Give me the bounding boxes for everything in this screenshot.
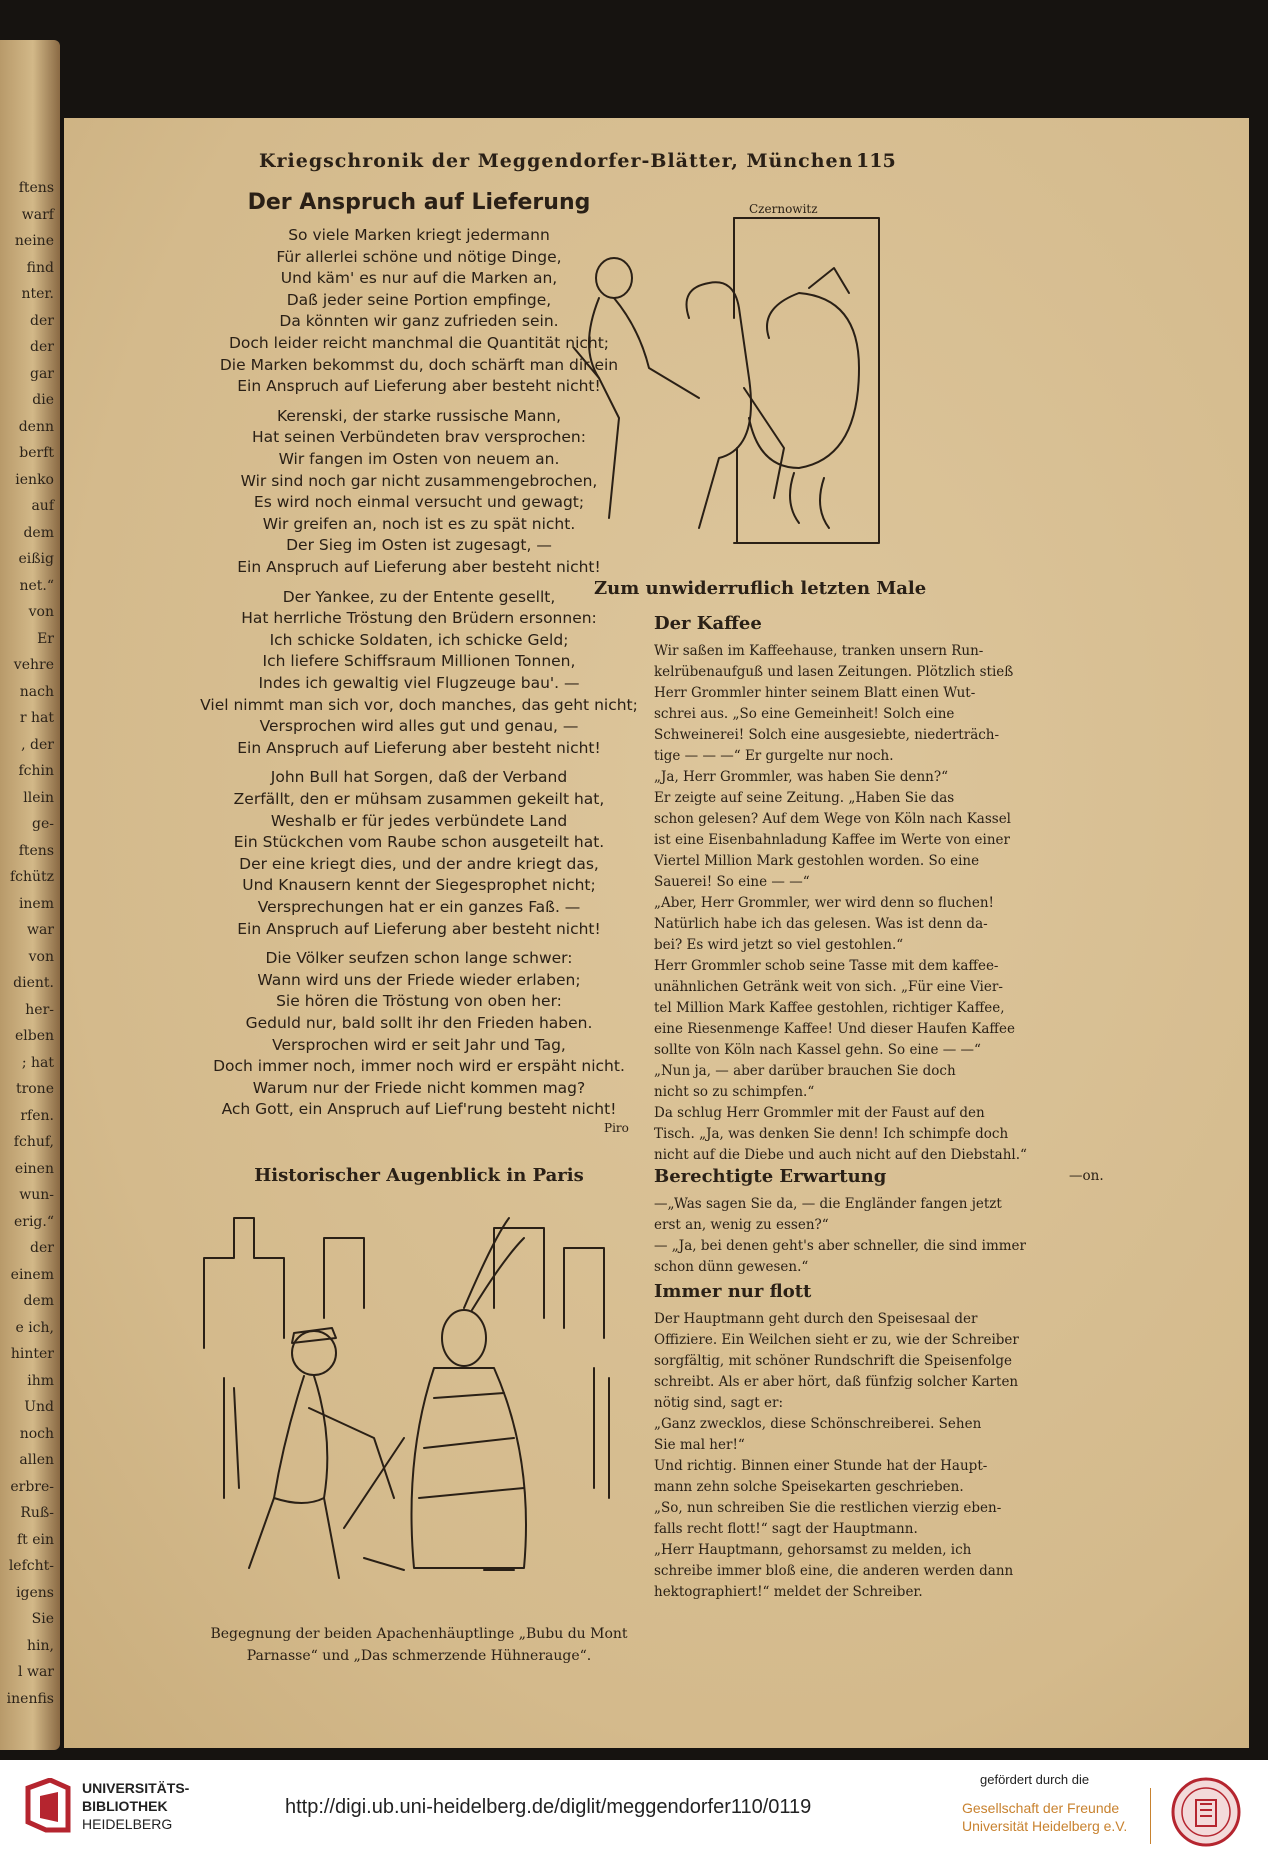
left-page-fragment: Und (24, 1399, 54, 1415)
article-line: sollte von Köln nach Kassel gehn. So eine — —“ (654, 1042, 981, 1058)
article-line: schon gelesen? Auf dem Wege von Köln nach Kassel (654, 811, 1011, 827)
left-page-fragment: wun- (19, 1187, 54, 1203)
article-line: schreibt. Als er aber hört, daß fünfzig solcher Karten (654, 1374, 1019, 1390)
left-page-fragment: find (26, 259, 54, 276)
left-page-fragment: hin, (27, 1637, 54, 1654)
left-page-fragment: nach (19, 683, 54, 700)
article-line: Herr Grommler schob seine Tasse mit dem kaffee- (654, 958, 999, 974)
poem-line: Warum nur der Friede nicht kommen mag? (252, 1078, 586, 1097)
poem-line: Kerenski, der starke russische Mann, (276, 406, 562, 425)
article-line: nicht auf die Diebe und auch nicht auf den Diebstahl.“ (654, 1147, 1027, 1163)
poem-line: Geduld nur, bald sollt ihr den Frieden haben. (245, 1014, 593, 1032)
article-line: ist eine Eisenbahnladung Kaffee im Werte von einer (654, 832, 1010, 848)
left-page-fragment: Er (37, 630, 54, 647)
poem-line: Versprechungen hat er ein ganzes Faß. — (257, 898, 581, 916)
article-line: unähnlichen Getränk weit von sich. „Für eine Vier- (654, 979, 1003, 995)
left-page-fragment: , der (21, 736, 54, 753)
article-line: Herr Grommler hinter seinem Blatt einen Wut- (654, 685, 976, 701)
article-line: „Ja, Herr Grommler, was haben Sie denn?“ (654, 769, 949, 785)
left-page-fragment: l war (18, 1664, 54, 1680)
article-line: hektographiert!“ meldet der Schreiber. (654, 1584, 923, 1600)
left-page-fragment: eißig (18, 551, 54, 567)
article-line: Offiziere. Ein Weilchen sieht er zu, wie der Schreiber (654, 1332, 1019, 1348)
article-line: eine Riesenmenge Kaffee! Und dieser Haufen Kaffee (654, 1021, 1015, 1037)
poem-line: Versprochen wird er seit Jahr und Tag, (272, 1035, 566, 1054)
article-line: Da schlug Herr Grommler mit der Faust auf den (654, 1105, 985, 1121)
article-line: Tisch. „Ja, was denken Sie denn! Ich schimpfe doch (654, 1126, 1009, 1142)
poem-line: Indes ich gewaltig viel Flugzeuge bau'. — (258, 674, 580, 692)
poem-line: Ich liefere Schiffsraum Millionen Tonnen, (262, 652, 576, 671)
article-line: „Herr Hauptmann, gehorsamst zu melden, ich (654, 1542, 972, 1558)
left-page-fragment: igens (16, 1584, 54, 1601)
left-page-fragment: inem (18, 895, 54, 912)
article-line: Sie mal her!“ (654, 1437, 745, 1453)
article-line: Wir saßen im Kaffeehause, tranken unsern Run- (654, 643, 984, 659)
article-line: Viertel Million Mark gestohlen worden. So eine (654, 853, 980, 869)
left-page-fragment: war (26, 922, 54, 938)
left-page-fragment: der (30, 1240, 54, 1256)
left-page-fragment: fchin (18, 763, 54, 779)
poem-author: Piro (604, 1121, 629, 1135)
left-page-fragment: r hat (19, 710, 54, 726)
poem-line: Ein Anspruch auf Lieferung aber besteht nicht! (237, 558, 601, 576)
poem-line: Es wird noch einmal versucht und gewagt; (253, 493, 585, 512)
left-page-fragment: von (28, 604, 54, 620)
left-page-fragment: vehre (13, 657, 54, 673)
permalink-url[interactable]: http://digi.ub.uni-heidelberg.de/diglit/meggendorfer110/0119 (285, 1796, 812, 1818)
article-line: „So, nun schreiben Sie die restlichen vierzig eben- (654, 1500, 1002, 1516)
cartoon-left-title: Historischer Augenblick in Paris (254, 1165, 584, 1186)
left-page-fragment: Sie (31, 1611, 54, 1627)
apache-chiefs-illustration (164, 1198, 664, 1618)
poem-line: Ein Anspruch auf Lieferung aber besteht nicht! (237, 919, 601, 938)
left-page-fragment: allen (19, 1452, 54, 1468)
left-page-fragment: der (30, 312, 54, 329)
left-page-fragment: auf (31, 498, 54, 514)
article-line: — „Ja, bei denen geht's aber schneller, die sind immer (654, 1238, 1026, 1254)
left-page-fragment: warf (21, 206, 54, 223)
sponsor-name-line2: Universität Heidelberg e.V. (962, 1818, 1128, 1834)
left-page-fragment: trone (15, 1081, 54, 1097)
poem-line: Ich schicke Soldaten, ich schicke Geld; (269, 630, 569, 649)
left-page-fragment: erig.“ (13, 1213, 54, 1230)
cartoon-left-caption-line1: Begegnung der beiden Apachenhäuptlinge „Bubu du Mont (210, 1626, 628, 1642)
library-name-line2: BIBLIOTHEK (82, 1798, 168, 1814)
article-line: Und richtig. Binnen einer Stunde hat der Haupt- (654, 1458, 988, 1474)
poem-title: Der Anspruch auf Lieferung (247, 190, 591, 215)
poem-line: Doch leider reicht manchmal die Quantität nicht; (228, 334, 610, 352)
left-neighbour-page (0, 40, 60, 1750)
article-line: schrei aus. „So eine Gemeinheit! Solch eine (654, 706, 955, 722)
article-line: nötig sind, sagt er: (654, 1395, 783, 1411)
poem-line: Ein Anspruch auf Lieferung aber besteht nicht! (237, 377, 601, 396)
door-kick-illustration (559, 198, 929, 568)
poem-line: Und käm' es nur auf die Marken an, (280, 269, 558, 288)
cartoon-left-caption-line2: Parnasse“ und „Das schmerzende Hühnerauge“. (246, 1648, 592, 1664)
poem-line: Hat seinen Verbündeten brav versprochen: (252, 428, 586, 447)
cartoon-signature: Czernowitz (749, 202, 818, 216)
left-page-fragment: inenfis (6, 1690, 54, 1707)
left-page-fragment: llein (23, 789, 54, 806)
sponsor-intro: gefördert durch die (980, 1772, 1090, 1787)
article-line: kelrübenaufguß und lasen Zeitungen. Plötzlich stieß (654, 664, 1014, 680)
poem-line: Hat herrliche Tröstung den Brüdern ersonnen: (241, 609, 597, 628)
left-page-fragment: erbre- (10, 1478, 54, 1495)
article-line: „Aber, Herr Grommler, wer wird denn so fluchen! (654, 895, 994, 911)
left-page-fragment: von (28, 948, 54, 965)
cartoon-right-title: Zum unwiderruflich letzten Male (594, 578, 927, 599)
article-line: schreibe immer bloß eine, die anderen werden dann (654, 1563, 1014, 1579)
article-line: Er zeigte auf seine Zeitung. „Haben Sie das (654, 790, 955, 806)
article-line: Schweinerei! Solch eine ausgesiebte, niederträch- (654, 727, 1000, 743)
left-page-fragment: denn (18, 418, 54, 435)
poem-line: Und Knausern kennt der Siegesprophet nicht; (242, 876, 596, 895)
left-page-fragment: e ich, (15, 1319, 54, 1336)
left-page-fragment: net.“ (19, 577, 54, 594)
left-page-fragment: ; hat (21, 1054, 54, 1071)
poem-line: Versprochen wird alles gut und genau, — (259, 717, 579, 736)
left-page-fragment: dem (23, 524, 54, 541)
poem-line: Der Yankee, zu der Entente gesellt, (282, 587, 556, 606)
university-library-logo-icon (22, 1778, 74, 1834)
article-line: Der Hauptmann geht durch den Speisesaal der (654, 1311, 978, 1327)
running-title: Kriegschronik der Meggendorfer-Blätter, München (259, 150, 854, 172)
article-line: Sauerei! So eine — —“ (654, 874, 810, 890)
article-line: schon dünn gewesen.“ (654, 1259, 809, 1275)
left-page-fragment: noch (19, 1425, 54, 1442)
left-page-fragment: fchütz (9, 869, 54, 885)
poem-line: Wir sind noch gar nicht zusammengebrochen, (240, 471, 598, 490)
poem-line: Daß jeder seine Portion empfinge, (286, 290, 552, 309)
poem-line: Wann wird uns der Friede wieder erlaben; (257, 970, 581, 989)
left-page-fragment: hinter (10, 1346, 54, 1362)
left-page-fragment: ihm (27, 1372, 54, 1389)
article-title: Berechtigte Erwartung (654, 1166, 887, 1187)
poem-line: Ein Stückchen vom Raube schon ausgeteilt hat. (233, 833, 605, 852)
article-line: mann zehn solche Speisekarten geschrieben. (654, 1479, 964, 1495)
article-line: „Ganz zwecklos, diese Schönschreiberei. Sehen (654, 1416, 982, 1432)
left-page-fragment: berft (19, 445, 54, 461)
poem-line: Doch immer noch, immer noch wird er erspäht nicht. (213, 1057, 625, 1076)
article-title: Immer nur flott (654, 1281, 812, 1302)
poem-line: Wir fangen im Osten von neuem an. (278, 450, 560, 468)
left-page-fragment: elben (14, 1028, 54, 1044)
magazine-page (64, 118, 1249, 1748)
left-page-fragment: ienko (15, 471, 54, 488)
poem-line: Weshalb er für jedes verbündete Land (270, 811, 568, 830)
left-page-fragment: ge- (32, 816, 54, 832)
left-page-fragment: einem (10, 1266, 54, 1283)
article-line: sorgfältig, mit schöner Rundschrift die Speisenfolge (654, 1353, 1013, 1369)
left-page-fragment: neine (14, 233, 54, 249)
poem-line: Wir greifen an, noch ist es zu spät nicht. (262, 514, 576, 533)
library-name-line1: UNIVERSITÄTS- (82, 1780, 190, 1796)
left-page-fragment: ft ein (16, 1531, 54, 1548)
article-line: tel Million Mark Kaffee gestohlen, richtiger Kaffee, (654, 1000, 1005, 1016)
article-title: Der Kaffee (654, 613, 762, 634)
poem-line: Sie hören die Tröstung von oben her: (276, 992, 562, 1011)
poem-line: Ein Anspruch auf Lieferung aber besteht nicht! (237, 738, 601, 757)
poem-line: Der Sieg im Osten ist zugesagt, — (286, 536, 552, 555)
university-seal-icon (1166, 1776, 1246, 1848)
sponsor-name-line1: Gesellschaft der Freunde (962, 1800, 1120, 1816)
left-page-fragment: dem (23, 1293, 54, 1309)
article-line: erst an, wenig zu essen?“ (654, 1217, 829, 1233)
left-page-fragment: gar (29, 365, 54, 382)
footer-divider (1150, 1788, 1151, 1844)
left-page-fragment: ftens (18, 842, 54, 859)
poem-line: Da könnten wir ganz zufrieden sein. (279, 312, 559, 331)
left-page-fragment: her- (25, 1001, 54, 1018)
left-page-fragment: die (32, 392, 54, 408)
left-page-fragment: nter. (21, 286, 54, 302)
article-line: falls recht flott!“ sagt der Hauptmann. (654, 1521, 918, 1537)
article-line: —„Was sagen Sie da, — die Engländer fangen jetzt (654, 1196, 1002, 1212)
article-line: bei? Es wird jetzt so viel gestohlen.“ (654, 937, 904, 953)
poem-line: Die Völker seufzen schon lange schwer: (265, 949, 573, 968)
poem-line: Für allerlei schöne und nötige Dinge, (276, 247, 562, 266)
left-page-fragment: lefcht- (8, 1558, 54, 1574)
poem-line: Zerfällt, den er mühsam zusammen gekeilt hat, (233, 790, 605, 808)
poem-line: Die Marken bekommst du, doch schärft man dir ein (219, 355, 619, 374)
left-page-fragment: Ruß- (20, 1505, 54, 1521)
poem-line: Der eine kriegt dies, und der andre kriegt das, (239, 854, 599, 873)
poem-line: So viele Marken kriegt jedermann (288, 226, 550, 244)
left-page-fragment: ftens (18, 180, 54, 196)
digitization-footer (0, 1760, 1268, 1851)
article-line: tige — — —“ Er gurgelte nur noch. (654, 748, 894, 764)
article-line: „Nun ja, — aber darüber brauchen Sie doch (654, 1063, 956, 1079)
poem-line: Viel nimmt man sich vor, doch manches, das geht nicht; (200, 695, 638, 714)
poem-line: John Bull hat Sorgen, daß der Verband (270, 768, 568, 787)
left-page-fragment: der (30, 339, 54, 355)
article-signature: —on. (1069, 1168, 1104, 1184)
poem-line: Ach Gott, ein Anspruch auf Lief'rung besteht nicht! (221, 1100, 617, 1119)
left-page-fragment: einen (14, 1160, 54, 1177)
left-page-fragment: dient. (13, 975, 54, 991)
page-number: 115 (856, 150, 896, 172)
article-line: Natürlich habe ich das gelesen. Was ist denn da- (654, 916, 988, 932)
article-line: nicht so zu schimpfen.“ (654, 1084, 815, 1100)
left-page-fragment: rfen. (20, 1107, 54, 1124)
left-page-fragment: fchuf, (13, 1134, 54, 1150)
library-name-line3: HEIDELBERG (82, 1816, 173, 1832)
